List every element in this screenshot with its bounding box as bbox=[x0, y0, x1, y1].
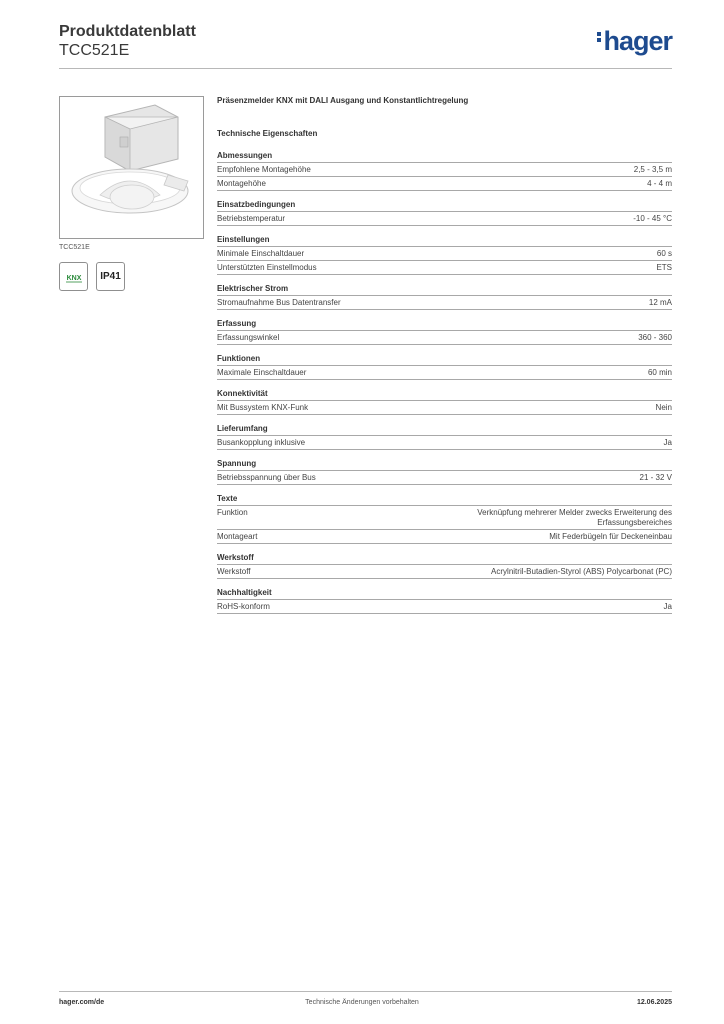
spec-row bbox=[217, 163, 672, 177]
section-title: Texte bbox=[217, 494, 672, 506]
spec-sections bbox=[217, 151, 672, 614]
spec-row bbox=[217, 331, 672, 345]
spec-label: Empfohlene Montagehöhe bbox=[217, 165, 311, 174]
image-caption: TCC521E bbox=[59, 244, 90, 251]
spec-row bbox=[217, 261, 672, 275]
spec-label: Betriebstemperatur bbox=[217, 214, 286, 223]
logo-text: hager bbox=[603, 26, 672, 56]
spec-row bbox=[217, 471, 672, 485]
spec-label: Funktion bbox=[217, 508, 248, 517]
spec-row bbox=[217, 366, 672, 380]
spec-label: Maximale Einschaltdauer bbox=[217, 368, 307, 377]
spec-label: Montageart bbox=[217, 532, 258, 541]
spec-row bbox=[217, 436, 672, 450]
section-title: Lieferumfang bbox=[217, 424, 672, 436]
hager-logo[interactable] bbox=[597, 26, 672, 56]
spec-section bbox=[217, 200, 672, 226]
spec-value: 21 - 32 V bbox=[639, 473, 672, 482]
spec-label: Stromaufnahme Bus Datentransfer bbox=[217, 298, 341, 307]
page-title: Produktdatenblatt bbox=[59, 23, 196, 40]
section-title: Elektrischer Strom bbox=[217, 284, 672, 296]
spec-value: Nein bbox=[655, 403, 672, 412]
spec-value: Acrylnitril-Butadien-Styrol (ABS) Polycarbonat (PC) bbox=[491, 567, 672, 576]
spec-row bbox=[217, 600, 672, 614]
spec-value: Ja bbox=[663, 438, 672, 447]
spec-label: Erfassungswinkel bbox=[217, 333, 280, 342]
spec-row bbox=[217, 506, 672, 530]
spec-section bbox=[217, 494, 672, 544]
spec-value: 60 min bbox=[647, 368, 672, 377]
section-title: Einsatzbedingungen bbox=[217, 200, 672, 212]
spec-label: Unterstützten Einstellmodus bbox=[217, 263, 317, 272]
spec-section bbox=[217, 389, 672, 415]
spec-label: RoHS-konform bbox=[217, 602, 270, 611]
svg-text:KNX: KNX bbox=[66, 274, 81, 282]
spec-content bbox=[217, 96, 672, 623]
spec-value: Mit Federbügeln für Deckeneinbau bbox=[549, 532, 672, 541]
section-title: Nachhaltigkeit bbox=[217, 588, 672, 600]
header-divider bbox=[59, 68, 672, 69]
ip-rating-badge: IP41 bbox=[96, 262, 125, 291]
spec-value: 4 - 4 m bbox=[647, 179, 672, 188]
spec-section bbox=[217, 319, 672, 345]
spec-label: Montagehöhe bbox=[217, 179, 266, 188]
logo-dots-icon bbox=[597, 32, 601, 44]
spec-section bbox=[217, 553, 672, 579]
spec-label: Busankopplung inklusive bbox=[217, 438, 306, 447]
spec-section bbox=[217, 424, 672, 450]
spec-section bbox=[217, 459, 672, 485]
document-header bbox=[59, 22, 196, 60]
spec-section bbox=[217, 151, 672, 191]
footer-notice: Technische Änderungen vorbehalten bbox=[305, 999, 419, 1006]
footer-divider bbox=[59, 991, 672, 992]
spec-section bbox=[217, 354, 672, 380]
product-image bbox=[59, 96, 204, 239]
spec-value: Ja bbox=[663, 602, 672, 611]
spec-row bbox=[217, 565, 672, 579]
section-title: Erfassung bbox=[217, 319, 672, 331]
tech-properties-heading: Technische Eigenschaften bbox=[217, 129, 318, 138]
product-code: TCC521E bbox=[59, 42, 130, 59]
footer-date: 12.06.2025 bbox=[636, 999, 672, 1006]
section-title: Werkstoff bbox=[217, 553, 672, 565]
spec-label: Betriebsspannung über Bus bbox=[217, 473, 316, 482]
spec-value: Verknüpfung mehrerer Melder zwecks Erweiterung des Erfassungsbereiches bbox=[477, 508, 672, 527]
spec-value: ETS bbox=[656, 263, 672, 272]
spec-value: -10 - 45 °C bbox=[633, 214, 672, 223]
footer-website-link[interactable]: hager.com/de bbox=[59, 999, 105, 1006]
spec-row bbox=[217, 247, 672, 261]
spec-row bbox=[217, 212, 672, 226]
spec-value: 360 - 360 bbox=[638, 333, 672, 342]
presence-detector-illustration bbox=[60, 97, 203, 238]
section-title: Abmessungen bbox=[217, 151, 672, 163]
spec-row bbox=[217, 296, 672, 310]
section-title: Einstellungen bbox=[217, 235, 672, 247]
section-title: Konnektivität bbox=[217, 389, 672, 401]
spec-label: Mit Bussystem KNX-Funk bbox=[217, 403, 309, 412]
spec-label: Werkstoff bbox=[217, 567, 251, 576]
section-title: Spannung bbox=[217, 459, 672, 471]
spec-row bbox=[217, 177, 672, 191]
spec-row bbox=[217, 401, 672, 415]
knx-logo-icon bbox=[64, 271, 84, 283]
spec-section bbox=[217, 588, 672, 614]
spec-section bbox=[217, 284, 672, 310]
spec-value: 2,5 - 3,5 m bbox=[633, 165, 672, 174]
spec-value: 60 s bbox=[656, 249, 672, 258]
knx-badge bbox=[59, 262, 88, 291]
product-description: Präsenzmelder KNX mit DALI Ausgang und Konstantlichtregelung bbox=[217, 96, 469, 105]
spec-label: Minimale Einschaltdauer bbox=[217, 249, 305, 258]
spec-section bbox=[217, 235, 672, 275]
spec-value: 12 mA bbox=[648, 298, 672, 307]
spec-row bbox=[217, 530, 672, 544]
section-title: Funktionen bbox=[217, 354, 672, 366]
